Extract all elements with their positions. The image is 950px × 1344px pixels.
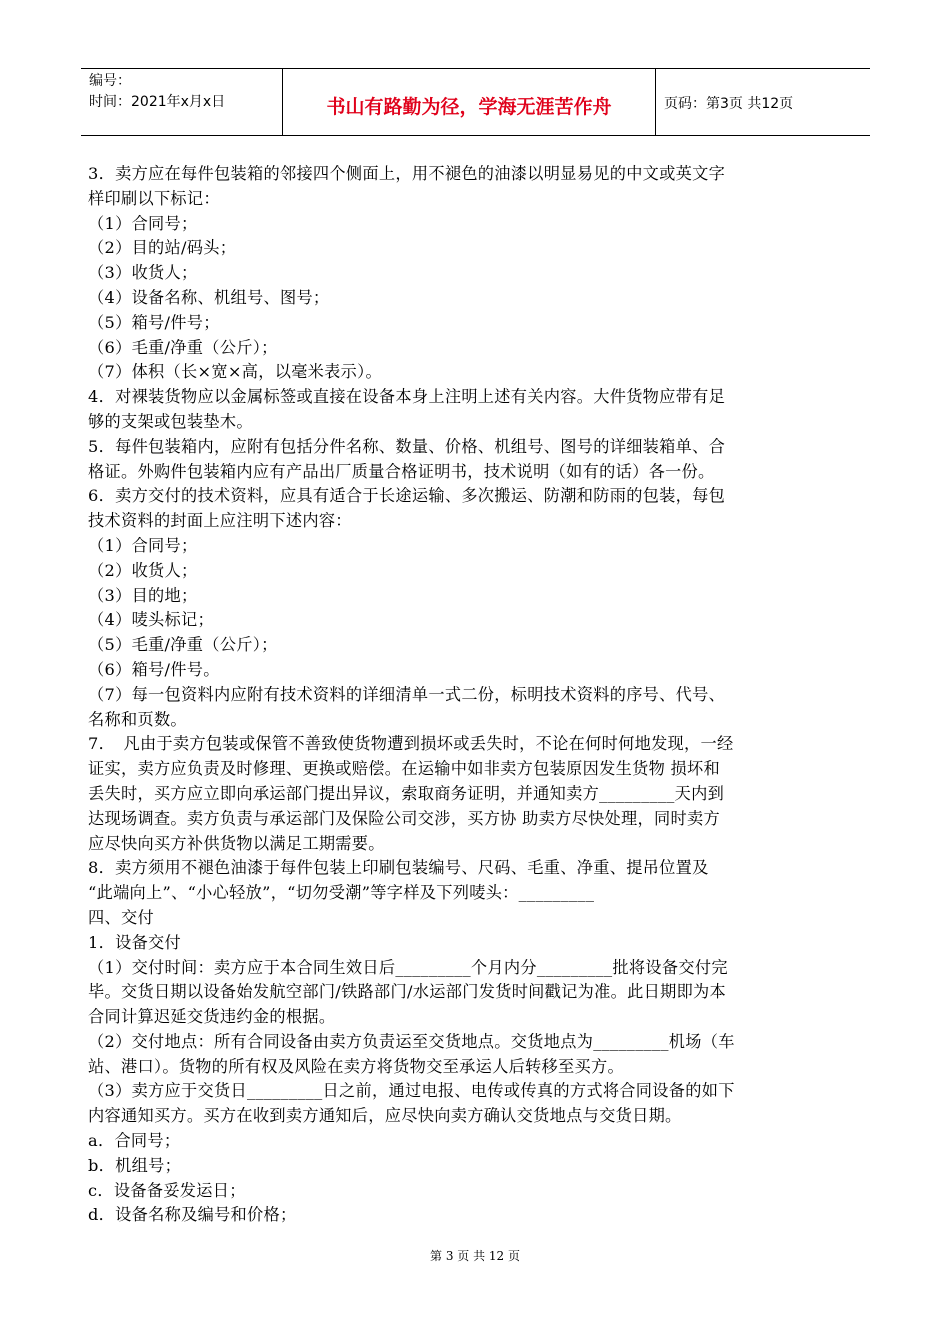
page-header xyxy=(81,68,870,136)
text-line: （1）合同号； xyxy=(88,535,198,555)
number-label: 编号： xyxy=(89,73,131,89)
text-line: （3）卖方应于交货日_________日之前，通过电报、电传或传真的方式将合同设备的如下 xyxy=(88,1081,735,1101)
text-line: 3．卖方应在每件包装箱的邻接四个侧面上，用不褪色的油漆以明显易见的中文或英文字 xyxy=(88,164,726,183)
text-line: 5．每件包装箱内，应附有包括分件名称、数量、价格、机组号、图号的详细装箱单、合 xyxy=(88,436,726,456)
text-line: 丢失时，买方应立即向承运部门提出异议，索取商务证明，并通知卖方_________天内到 xyxy=(88,783,725,803)
text-line: a．合同号； xyxy=(88,1131,181,1151)
text-line: 合同计算迟延交货违约金的根据。 xyxy=(88,1007,336,1027)
text-line: 名称和页数。 xyxy=(88,709,187,729)
text-line: （3）收货人； xyxy=(88,263,198,283)
text-line: 应尽快向买方补供货物以满足工期需要。 xyxy=(88,833,385,853)
text-line: （1）合同号； xyxy=(88,213,198,233)
text-line: 格证。外购件包装箱内应有产品出厂质量合格证明书，技术说明（如有的话）各一份。 xyxy=(88,461,715,481)
text-line: b．机组号； xyxy=(88,1155,182,1175)
text-line: 1．设备交付 xyxy=(88,932,182,952)
text-line: （5）毛重/净重（公斤）； xyxy=(88,635,278,655)
text-line: （2）目的站/码头； xyxy=(88,238,237,258)
text-line: （7）每一包资料内应附有技术资料的详细清单一式二份，标明技术资料的序号、代号、 xyxy=(88,684,726,704)
page-footer: 第 3 页 共 12 页 xyxy=(430,1249,520,1263)
text-line: （2）收货人； xyxy=(88,560,198,580)
text-line: （5）箱号/件号； xyxy=(88,312,220,332)
text-line: 样印刷以下标记： xyxy=(88,188,220,208)
header-page-info: 页码：第3页 共12页 xyxy=(664,96,794,112)
text-line: （4）唛头标记； xyxy=(88,610,215,630)
text-line: 4．对裸装货物应以金属标签或直接在设备本身上注明上述有关内容。大件货物应带有足 xyxy=(88,387,726,407)
header-left-cell xyxy=(81,69,283,135)
text-line: （1）交付时间：卖方应于本合同生效日后_________个月内分_________批将设备交付完 xyxy=(88,957,728,977)
text-line: （6）箱号/件号。 xyxy=(88,659,220,679)
text-line: d．设备名称及编号和价格； xyxy=(88,1205,297,1225)
header-motto: 书山有路勤为径，学海无涯苦作舟 xyxy=(283,69,656,135)
text-line: （2）交付地点：所有合同设备由卖方负责运至交货地点。交货地点为_________机场（车 xyxy=(88,1031,735,1051)
date-label: 时间：2021年x月x日 xyxy=(89,94,226,110)
text-line: 毕。交货日期以设备始发航空部门/铁路部门/水运部门发货时间戳记为准。此日期即为本 xyxy=(88,982,727,1002)
text-line: 达现场调查。卖方负责与承运部门及保险公司交涉，买方协 助卖方尽快处理，同时卖方 xyxy=(88,808,720,828)
text-line: 8．卖方须用不褪色油漆于每件包装上印刷包装编号、尺码、毛重、净重、提吊位置及 xyxy=(88,858,709,878)
text-line: 够的支架或包装垫木。 xyxy=(88,411,253,431)
text-line: （4）设备名称、机组号、图号； xyxy=(88,287,330,307)
text-line: 站、港口）。货物的所有权及风险在卖方将货物交至承运人后转移至买方。 xyxy=(88,1056,624,1076)
text-line: 内容通知买方。买方在收到卖方通知后，应尽快向卖方确认交货地点与交货日期。 xyxy=(88,1106,682,1126)
text-line: 四、交付 xyxy=(88,907,154,927)
body-text xyxy=(88,162,858,1228)
text-line: （6）毛重/净重（公斤）； xyxy=(88,337,278,357)
text-line: （7）体积（长×宽×高，以毫米表示）。 xyxy=(88,362,383,382)
text-line: c．设备备妥发运日； xyxy=(88,1180,246,1200)
text-line: “此端向上”、“小心轻放”，“切勿受潮”等字样及下列唛头：_________ xyxy=(88,883,595,903)
text-line: 7． 凡由于卖方包装或保管不善致使货物遭到损坏或丢失时，不论在何时何地发现，一经 xyxy=(88,734,734,754)
text-line: 证实，卖方应负责及时修理、更换或赔偿。在运输中如非卖方包装原因发生货物 损坏和 xyxy=(88,759,720,779)
text-line: 6．卖方交付的技术资料，应具有适合于长途运输、多次搬运、防潮和防雨的包装，每包 xyxy=(88,486,726,506)
text-line: （3）目的地； xyxy=(88,585,198,605)
text-line: 技术资料的封面上应注明下述内容： xyxy=(88,511,352,531)
